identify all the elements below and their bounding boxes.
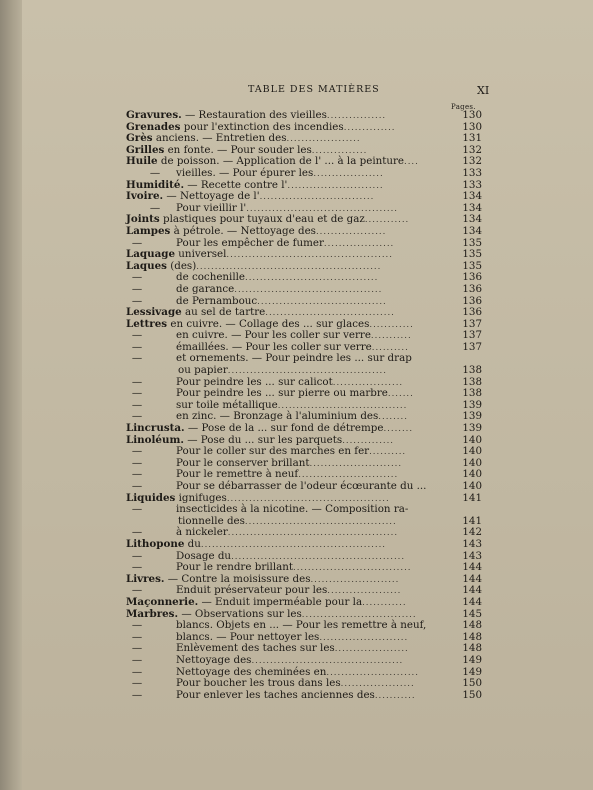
toc-entry [22,643,593,655]
ditto-dash: — [131,688,143,701]
leader-dots: .................... [340,679,415,690]
leader-dots: .................... [334,644,409,655]
toc-keyword: Maçonnerie. [126,595,199,608]
ditto-dash: — [131,445,143,458]
ditto-dash: — [131,398,143,411]
toc-keyword: Lessivage [126,306,182,319]
table-of-contents [22,110,593,701]
toc-entry [22,690,593,702]
pages-column-label: Pages. [451,103,476,111]
leader-dots: ............................... [259,192,375,203]
toc-page-number: 135 [462,236,482,249]
toc-page-number: 132 [462,143,482,156]
ditto-dash: — [131,468,143,481]
leader-dots: ................... [315,226,387,237]
toc-description: — Recette contre l' [184,178,288,191]
ditto-dash: — [131,294,143,307]
toc-entry [22,261,593,273]
toc-description: Pour peindre les ... sur pierre ou marbre [176,387,388,400]
toc-description: en zinc. — Bronzage à l'aluminium des [176,410,379,423]
toc-page-number: 144 [462,584,482,597]
leader-dots: ........... [374,690,416,701]
toc-description: vieilles. — Pour épurer les [176,166,314,179]
toc-page-number: 148 [462,630,482,643]
toc-keyword: Lincrusta. [126,422,185,435]
toc-page-number: 135 [462,248,482,261]
book-binding-edge [0,0,22,790]
toc-description: en cuivre. — Collage des ... sur glaces [167,317,370,330]
toc-description: au sel de tartre [181,306,266,319]
ditto-dash: — [131,526,143,539]
toc-entry [22,272,593,284]
toc-keyword: Lampes [126,224,171,237]
toc-page-number: 134 [462,190,482,203]
toc-entry [22,527,593,539]
leader-dots: ........................ [319,632,409,643]
toc-description: — Pose du ... sur les parquets [183,433,343,446]
toc-keyword: Livres. [126,572,165,585]
running-head [22,84,593,98]
toc-keyword: Grenades [126,120,181,133]
leader-dots: ......................................... [244,516,397,527]
ditto-dash: — [131,271,143,284]
toc-entry-text [176,690,416,703]
toc-description: (des) [166,259,197,272]
toc-description: Pour enlever les taches anciennes des [176,688,375,701]
ditto-dash: — [131,480,143,492]
ditto-dash: — [131,375,143,388]
page-number: XI [477,84,490,97]
leader-dots: ......................................... [246,203,399,214]
toc-description: — Nettoyage de l' [163,190,260,203]
toc-entry [22,458,593,470]
leader-dots: ................................ [293,563,412,574]
toc-entry [22,284,593,296]
toc-description: ou papier [178,364,228,377]
toc-page-number: 144 [462,572,482,585]
toc-description: émaillées. — Pour les coller sur verre [176,340,372,353]
ditto-dash: — [131,619,143,632]
ditto-dash: — [131,410,143,423]
ditto-dash: — [131,665,143,678]
ditto-dash: — [131,236,143,249]
leader-dots: ........... [370,331,412,342]
toc-keyword: Grilles [126,143,165,156]
leader-dots: ................................... [257,296,387,307]
toc-description: et ornements. — Pour peindre les ... sur drap [176,352,412,365]
toc-page-number: 133 [462,178,482,191]
leader-dots: .......................... [287,180,384,191]
toc-entry [22,539,593,551]
leader-dots: .................................... [245,273,379,284]
leader-dots: ........................... [298,470,399,481]
ditto-dash: — [131,584,143,597]
leader-dots: ................... [313,168,384,179]
toc-entry [22,296,593,308]
toc-description: de Pernambouc [176,294,258,307]
toc-page-number: 140 [462,480,482,492]
toc-description: de poisson. — Application de l' ... à la peinture [157,155,405,168]
toc-entry [22,516,593,528]
leader-dots: ............................... [301,609,417,620]
leader-dots: ........ [378,412,408,423]
leader-dots: ........................................ [234,284,383,295]
toc-page-number: 136 [462,294,482,307]
toc-page-number: 139 [462,422,482,435]
leader-dots: ............................................. [226,250,393,261]
toc-description: universel [175,248,227,261]
toc-page-number: 140 [462,456,482,469]
toc-page-number: 138 [462,364,482,377]
toc-description: Pour le coller sur des marches en fer [176,445,370,458]
leader-dots: ................................... [265,308,395,319]
toc-description: Pour le remettre à neuf [176,468,299,481]
ditto-dash: — [131,340,143,353]
toc-page-number: 135 [462,259,482,272]
toc-entry [22,180,593,192]
toc-page-number: 137 [462,340,482,353]
toc-entry [22,504,593,516]
toc-page-number: 144 [462,595,482,608]
toc-keyword: Ivoire. [126,190,164,203]
toc-description: anciens. — Entretien des [152,132,287,145]
toc-page-number: 144 [462,561,482,574]
toc-keyword: Liquides [126,491,176,504]
toc-page-number: 131 [462,132,482,145]
leader-dots: .... [404,157,419,168]
ditto-dash: — [131,352,143,365]
toc-description: ignifuges [175,491,227,504]
toc-page-number: 130 [462,109,482,121]
toc-description: en fonte. — Pour souder les [164,143,312,156]
toc-description: Nettoyage des cheminées en [176,665,327,678]
toc-page-number: 138 [462,375,482,388]
toc-description: Enlèvement des taches sur les [176,642,335,655]
ditto-dash: — [131,282,143,295]
leader-dots: .......... [369,447,407,458]
toc-keyword: Huile [126,155,158,168]
ditto-dash: — [131,653,143,666]
toc-keyword: Grès [126,132,153,145]
toc-page-number: 133 [462,166,482,179]
toc-description: Pour le conserver brillant [176,456,310,469]
toc-description: Pour vieillir l' [176,201,247,214]
leader-dots: ............ [364,215,410,226]
toc-keyword: Humidité. [126,178,185,191]
toc-page-number: 137 [462,317,482,330]
leader-dots: .............. [342,435,395,446]
toc-page-number: 141 [462,514,482,527]
toc-entry [22,249,593,261]
toc-page-number: 148 [462,642,482,655]
ditto-dash: — [131,329,143,342]
leader-dots: ................... [323,238,395,249]
toc-page-number: 140 [462,445,482,458]
toc-description: Pour peindre les ... sur calicot [176,375,333,388]
toc-description: insecticides à la nicotine. — Composition ra- [176,503,409,516]
toc-description: plastiques pour tuyaux d'eau et de gaz [159,213,365,226]
toc-description: Pour se débarrasser de l'odeur écœurante du ... [176,480,427,492]
leader-dots: .......... [371,342,409,353]
book-page [22,0,593,790]
toc-description: — Restauration des vieilles [181,109,327,121]
ditto-dash: — [131,503,143,516]
toc-entry [22,238,593,250]
toc-page-number: 136 [462,271,482,284]
toc-page-number: 148 [462,619,482,632]
toc-entry [22,551,593,563]
toc-page-number: 142 [462,526,482,539]
toc-description: à nickeler [176,526,228,539]
toc-page-number: 141 [462,491,482,504]
toc-entry [22,597,593,609]
leader-dots: ......................... [326,667,419,678]
toc-keyword: Laques [126,259,167,272]
toc-page-number: 134 [462,201,482,214]
leader-dots: .................... [286,134,361,145]
toc-description: de cochenille [176,271,246,284]
ditto-dash: — [131,630,143,643]
leader-dots: ........ [383,424,414,435]
toc-page-number: 149 [462,665,482,678]
leader-dots: ................... [332,377,404,388]
toc-description: Enduit préservateur pour les [176,584,328,597]
toc-page-number: 145 [462,607,482,620]
toc-keyword: Marbres. [126,607,179,620]
leader-dots: ......................................... [251,655,404,666]
toc-page-number: 143 [462,549,482,562]
leader-dots: ............ [362,597,407,608]
toc-page-number: 136 [462,282,482,295]
toc-page-number: 140 [462,468,482,481]
running-title: TABLE DES MATIÈRES [248,84,380,95]
toc-entry [22,168,593,180]
toc-description: pour l'extinction des incendies [180,120,344,133]
leader-dots: ................ [326,111,387,121]
toc-description: — Contre la moisissure des [164,572,311,585]
toc-description: blancs. Objets en ... — Pour les remettre à neuf, [176,619,427,632]
leader-dots: ............................................... [231,551,406,562]
toc-description: — Pose de la ... sur fond de détrempe [184,422,384,435]
toc-description: blancs. — Pour nettoyer les [176,630,320,643]
toc-description: à pétrole. — Nettoyage des [170,224,316,237]
toc-page-number: 149 [462,653,482,666]
toc-page-number: 138 [462,387,482,400]
toc-page-number: 134 [462,213,482,226]
toc-page-number: 150 [462,688,482,701]
ditto-dash: — [149,201,161,214]
toc-entry [22,191,593,203]
leader-dots: ....... [387,389,414,400]
leader-dots: ........................................... [227,366,387,377]
toc-keyword: Joints [126,213,160,226]
ditto-dash: — [131,549,143,562]
leader-dots: .................................................. [196,261,382,272]
leader-dots: ......................... [309,458,403,469]
toc-page-number: 136 [462,306,482,319]
toc-entry [22,353,593,365]
ditto-dash: — [131,561,143,574]
leader-dots: ............ [369,319,414,330]
toc-page-number: 130 [462,120,482,133]
toc-keyword: Gravures. [126,109,182,121]
toc-page-number: 132 [462,155,482,168]
toc-description: tionnelle des [178,514,245,527]
toc-description: en cuivre. — Pour les coller sur verre [176,329,371,342]
leader-dots: ............................................ [226,493,390,504]
toc-description: — Enduit imperméable pour la [198,595,363,608]
toc-page-number: 139 [462,410,482,423]
toc-page-number: 150 [462,677,482,690]
toc-page-number: 134 [462,224,482,237]
leader-dots: .............. [343,122,396,133]
toc-page-number: 137 [462,329,482,342]
leader-dots: ................................... [277,400,408,411]
leader-dots: .................... [327,586,402,597]
ditto-dash: — [131,387,143,400]
ditto-dash: — [131,642,143,655]
toc-description: Nettoyage des [176,653,252,666]
toc-keyword: Lettres [126,317,168,330]
toc-description: Pour boucher les trous dans les [176,677,341,690]
ditto-dash: — [131,456,143,469]
toc-description: Dosage du [176,549,232,562]
leader-dots: .............................................. [227,528,399,539]
toc-page-number: 139 [462,398,482,411]
toc-description: Pour les empêcher de fumer [176,236,324,249]
toc-keyword: Lithopone [126,537,185,550]
toc-keyword: Linoléum. [126,433,184,446]
toc-page-number: 143 [462,537,482,550]
toc-page-number: 140 [462,433,482,446]
toc-entry [22,481,593,493]
ditto-dash: — [149,166,161,179]
toc-description: du [184,537,201,550]
leader-dots: ........................ [310,574,400,585]
toc-entry [22,122,593,134]
toc-keyword: Laquage [126,248,176,261]
ditto-dash: — [131,677,143,690]
toc-description: de garance [176,282,235,295]
leader-dots: .................................................. [200,539,386,550]
toc-description: — Observations sur les [178,607,302,620]
toc-description: sur toile métallique [176,398,278,411]
toc-description: Pour le rendre brillant [176,561,294,574]
toc-entry [22,388,593,400]
leader-dots: ............... [311,145,368,156]
